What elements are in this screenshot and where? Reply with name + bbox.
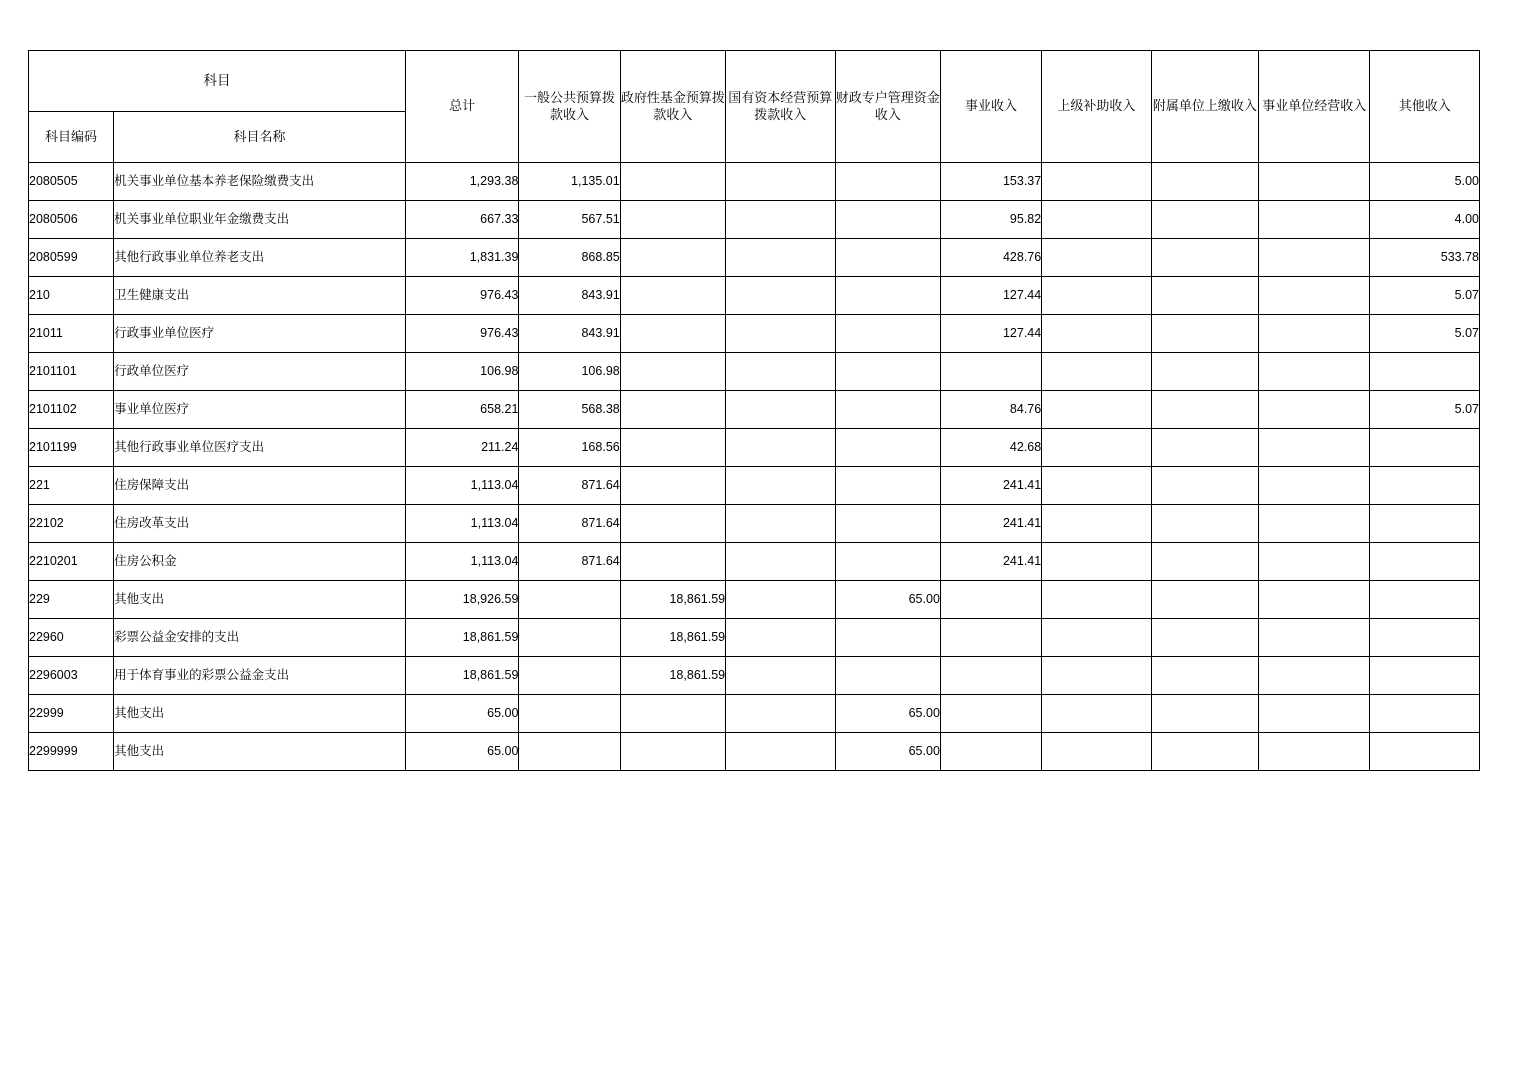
cell-subject-name: 住房公积金	[114, 543, 406, 581]
cell-state-capital-budget	[726, 429, 835, 467]
cell-general-budget	[519, 733, 620, 771]
cell-subject-name: 用于体育事业的彩票公益金支出	[114, 657, 406, 695]
cell-superior-subsidy	[1042, 201, 1151, 239]
cell-subordinate-payment	[1151, 467, 1258, 505]
cell-gov-fund-budget	[620, 239, 725, 277]
table-row	[29, 201, 1480, 239]
header-subject-group: 科目	[29, 51, 406, 112]
cell-special-account	[835, 277, 940, 315]
cell-total: 1,831.39	[405, 239, 518, 277]
cell-business-income: 241.41	[940, 505, 1041, 543]
cell-subject-name: 其他支出	[114, 581, 406, 619]
cell-general-budget: 168.56	[519, 429, 620, 467]
cell-operating-income	[1259, 391, 1370, 429]
cell-gov-fund-budget	[620, 201, 725, 239]
header-col-subordinate-payment: 附属单位上缴收入	[1151, 51, 1258, 163]
cell-superior-subsidy	[1042, 695, 1151, 733]
header-col-general-budget: 一般公共预算拨款收入	[519, 51, 620, 163]
cell-operating-income	[1259, 353, 1370, 391]
cell-special-account	[835, 619, 940, 657]
cell-subject-name: 机关事业单位职业年金缴费支出	[114, 201, 406, 239]
cell-other-income: 5.00	[1370, 163, 1480, 201]
header-row-top	[29, 51, 1480, 112]
cell-general-budget: 843.91	[519, 277, 620, 315]
cell-subject-code: 2210201	[29, 543, 114, 581]
cell-total: 18,926.59	[405, 581, 518, 619]
cell-special-account	[835, 467, 940, 505]
cell-operating-income	[1259, 543, 1370, 581]
budget-table	[28, 50, 1480, 771]
cell-business-income: 428.76	[940, 239, 1041, 277]
cell-subordinate-payment	[1151, 391, 1258, 429]
cell-subordinate-payment	[1151, 429, 1258, 467]
cell-total: 1,113.04	[405, 543, 518, 581]
header-col-operating-income: 事业单位经营收入	[1259, 51, 1370, 163]
cell-operating-income	[1259, 657, 1370, 695]
cell-total: 976.43	[405, 315, 518, 353]
table-row	[29, 619, 1480, 657]
cell-superior-subsidy	[1042, 391, 1151, 429]
cell-state-capital-budget	[726, 733, 835, 771]
cell-superior-subsidy	[1042, 239, 1151, 277]
cell-business-income: 84.76	[940, 391, 1041, 429]
cell-total: 1,113.04	[405, 505, 518, 543]
cell-general-budget: 871.64	[519, 543, 620, 581]
cell-subject-code: 229	[29, 581, 114, 619]
table-row	[29, 429, 1480, 467]
cell-subordinate-payment	[1151, 581, 1258, 619]
cell-special-account: 65.00	[835, 581, 940, 619]
header-col-business-income: 事业收入	[940, 51, 1041, 163]
header-col-special-account: 财政专户管理资金收入	[835, 51, 940, 163]
table-row	[29, 505, 1480, 543]
cell-state-capital-budget	[726, 695, 835, 733]
cell-subordinate-payment	[1151, 619, 1258, 657]
cell-subordinate-payment	[1151, 353, 1258, 391]
cell-subject-code: 2296003	[29, 657, 114, 695]
table-row	[29, 581, 1480, 619]
cell-operating-income	[1259, 467, 1370, 505]
cell-special-account: 65.00	[835, 695, 940, 733]
cell-total: 658.21	[405, 391, 518, 429]
cell-gov-fund-budget	[620, 505, 725, 543]
cell-gov-fund-budget	[620, 353, 725, 391]
cell-business-income	[940, 733, 1041, 771]
cell-subject-code: 2299999	[29, 733, 114, 771]
cell-gov-fund-budget	[620, 277, 725, 315]
cell-subordinate-payment	[1151, 163, 1258, 201]
cell-other-income: 533.78	[1370, 239, 1480, 277]
table-row	[29, 315, 1480, 353]
cell-special-account	[835, 239, 940, 277]
cell-other-income: 4.00	[1370, 201, 1480, 239]
cell-subject-code: 221	[29, 467, 114, 505]
cell-gov-fund-budget	[620, 163, 725, 201]
cell-other-income	[1370, 619, 1480, 657]
cell-other-income: 5.07	[1370, 277, 1480, 315]
cell-subject-name: 机关事业单位基本养老保险缴费支出	[114, 163, 406, 201]
cell-subject-code: 2080599	[29, 239, 114, 277]
header-col-other-income: 其他收入	[1370, 51, 1480, 163]
cell-general-budget: 843.91	[519, 315, 620, 353]
cell-special-account	[835, 315, 940, 353]
cell-gov-fund-budget	[620, 429, 725, 467]
cell-other-income	[1370, 695, 1480, 733]
cell-total: 667.33	[405, 201, 518, 239]
cell-business-income	[940, 657, 1041, 695]
cell-special-account	[835, 353, 940, 391]
cell-operating-income	[1259, 429, 1370, 467]
cell-state-capital-budget	[726, 201, 835, 239]
cell-superior-subsidy	[1042, 733, 1151, 771]
header-col-total: 总计	[405, 51, 518, 163]
table-row	[29, 353, 1480, 391]
table-row	[29, 695, 1480, 733]
cell-total: 18,861.59	[405, 619, 518, 657]
cell-total: 1,113.04	[405, 467, 518, 505]
cell-special-account	[835, 429, 940, 467]
table-row	[29, 163, 1480, 201]
cell-state-capital-budget	[726, 315, 835, 353]
cell-total: 1,293.38	[405, 163, 518, 201]
cell-other-income: 5.07	[1370, 315, 1480, 353]
cell-subordinate-payment	[1151, 315, 1258, 353]
cell-superior-subsidy	[1042, 429, 1151, 467]
cell-subject-code: 22960	[29, 619, 114, 657]
table-row	[29, 391, 1480, 429]
cell-gov-fund-budget: 18,861.59	[620, 657, 725, 695]
cell-operating-income	[1259, 163, 1370, 201]
table-row	[29, 733, 1480, 771]
cell-special-account	[835, 543, 940, 581]
cell-other-income	[1370, 657, 1480, 695]
cell-other-income	[1370, 733, 1480, 771]
cell-superior-subsidy	[1042, 619, 1151, 657]
cell-subject-code: 21011	[29, 315, 114, 353]
cell-subject-name: 彩票公益金安排的支出	[114, 619, 406, 657]
table-row	[29, 239, 1480, 277]
cell-subject-name: 其他支出	[114, 733, 406, 771]
cell-gov-fund-budget	[620, 543, 725, 581]
cell-total: 65.00	[405, 733, 518, 771]
cell-subordinate-payment	[1151, 239, 1258, 277]
cell-gov-fund-budget	[620, 733, 725, 771]
cell-subject-code: 22102	[29, 505, 114, 543]
cell-state-capital-budget	[726, 277, 835, 315]
cell-business-income: 241.41	[940, 467, 1041, 505]
cell-state-capital-budget	[726, 581, 835, 619]
cell-subordinate-payment	[1151, 733, 1258, 771]
cell-subject-code: 210	[29, 277, 114, 315]
cell-gov-fund-budget	[620, 695, 725, 733]
cell-subject-name: 住房改革支出	[114, 505, 406, 543]
cell-gov-fund-budget: 18,861.59	[620, 581, 725, 619]
cell-business-income: 127.44	[940, 277, 1041, 315]
cell-other-income	[1370, 505, 1480, 543]
cell-superior-subsidy	[1042, 277, 1151, 315]
table-row	[29, 657, 1480, 695]
cell-total: 106.98	[405, 353, 518, 391]
cell-special-account	[835, 657, 940, 695]
table-header	[29, 51, 1480, 163]
cell-general-budget: 567.51	[519, 201, 620, 239]
cell-general-budget: 868.85	[519, 239, 620, 277]
cell-special-account	[835, 201, 940, 239]
cell-subject-name: 其他支出	[114, 695, 406, 733]
cell-subordinate-payment	[1151, 695, 1258, 733]
cell-business-income: 95.82	[940, 201, 1041, 239]
cell-business-income: 241.41	[940, 543, 1041, 581]
cell-total: 65.00	[405, 695, 518, 733]
table-row	[29, 543, 1480, 581]
header-col-state-capital-budget: 国有资本经营预算拨款收入	[726, 51, 835, 163]
cell-business-income	[940, 695, 1041, 733]
table-row	[29, 277, 1480, 315]
cell-state-capital-budget	[726, 543, 835, 581]
cell-operating-income	[1259, 505, 1370, 543]
cell-general-budget: 871.64	[519, 467, 620, 505]
cell-business-income	[940, 581, 1041, 619]
cell-other-income: 5.07	[1370, 391, 1480, 429]
cell-subordinate-payment	[1151, 543, 1258, 581]
cell-state-capital-budget	[726, 391, 835, 429]
cell-subject-name: 行政单位医疗	[114, 353, 406, 391]
cell-subordinate-payment	[1151, 657, 1258, 695]
cell-subject-code: 22999	[29, 695, 114, 733]
cell-general-budget: 1,135.01	[519, 163, 620, 201]
cell-business-income: 42.68	[940, 429, 1041, 467]
cell-state-capital-budget	[726, 467, 835, 505]
cell-subject-code: 2101102	[29, 391, 114, 429]
cell-subordinate-payment	[1151, 201, 1258, 239]
cell-business-income: 127.44	[940, 315, 1041, 353]
cell-general-budget	[519, 581, 620, 619]
cell-operating-income	[1259, 201, 1370, 239]
cell-other-income	[1370, 353, 1480, 391]
cell-subordinate-payment	[1151, 277, 1258, 315]
cell-special-account: 65.00	[835, 733, 940, 771]
cell-subject-name: 行政事业单位医疗	[114, 315, 406, 353]
header-col-gov-fund-budget: 政府性基金预算拨款收入	[620, 51, 725, 163]
cell-superior-subsidy	[1042, 353, 1151, 391]
budget-sheet	[28, 50, 1480, 771]
cell-superior-subsidy	[1042, 163, 1151, 201]
cell-general-budget	[519, 619, 620, 657]
cell-subject-name: 其他行政事业单位养老支出	[114, 239, 406, 277]
header-col-name: 科目名称	[114, 112, 406, 163]
cell-special-account	[835, 505, 940, 543]
cell-operating-income	[1259, 315, 1370, 353]
cell-superior-subsidy	[1042, 505, 1151, 543]
cell-state-capital-budget	[726, 163, 835, 201]
cell-subordinate-payment	[1151, 505, 1258, 543]
cell-subject-name: 住房保障支出	[114, 467, 406, 505]
cell-superior-subsidy	[1042, 581, 1151, 619]
cell-subject-name: 其他行政事业单位医疗支出	[114, 429, 406, 467]
cell-superior-subsidy	[1042, 315, 1151, 353]
cell-other-income	[1370, 467, 1480, 505]
cell-subject-code: 2080506	[29, 201, 114, 239]
cell-total: 18,861.59	[405, 657, 518, 695]
cell-superior-subsidy	[1042, 467, 1151, 505]
cell-total: 976.43	[405, 277, 518, 315]
cell-superior-subsidy	[1042, 543, 1151, 581]
cell-general-budget	[519, 695, 620, 733]
cell-operating-income	[1259, 239, 1370, 277]
cell-other-income	[1370, 581, 1480, 619]
cell-total: 211.24	[405, 429, 518, 467]
cell-subject-code: 2080505	[29, 163, 114, 201]
cell-business-income	[940, 619, 1041, 657]
cell-general-budget	[519, 657, 620, 695]
cell-subject-name: 事业单位医疗	[114, 391, 406, 429]
cell-business-income	[940, 353, 1041, 391]
header-col-superior-subsidy: 上级补助收入	[1042, 51, 1151, 163]
cell-operating-income	[1259, 733, 1370, 771]
cell-state-capital-budget	[726, 239, 835, 277]
cell-operating-income	[1259, 581, 1370, 619]
cell-subject-code: 2101101	[29, 353, 114, 391]
cell-operating-income	[1259, 619, 1370, 657]
cell-gov-fund-budget	[620, 315, 725, 353]
cell-state-capital-budget	[726, 353, 835, 391]
cell-general-budget: 871.64	[519, 505, 620, 543]
cell-subject-name: 卫生健康支出	[114, 277, 406, 315]
cell-state-capital-budget	[726, 505, 835, 543]
cell-operating-income	[1259, 695, 1370, 733]
header-col-code: 科目编码	[29, 112, 114, 163]
cell-special-account	[835, 163, 940, 201]
cell-business-income: 153.37	[940, 163, 1041, 201]
cell-general-budget: 106.98	[519, 353, 620, 391]
table-body	[29, 163, 1480, 771]
table-row	[29, 467, 1480, 505]
cell-gov-fund-budget	[620, 391, 725, 429]
cell-subject-code: 2101199	[29, 429, 114, 467]
cell-other-income	[1370, 429, 1480, 467]
cell-other-income	[1370, 543, 1480, 581]
cell-state-capital-budget	[726, 619, 835, 657]
cell-gov-fund-budget: 18,861.59	[620, 619, 725, 657]
cell-state-capital-budget	[726, 657, 835, 695]
cell-special-account	[835, 391, 940, 429]
cell-operating-income	[1259, 277, 1370, 315]
cell-superior-subsidy	[1042, 657, 1151, 695]
cell-gov-fund-budget	[620, 467, 725, 505]
cell-general-budget: 568.38	[519, 391, 620, 429]
